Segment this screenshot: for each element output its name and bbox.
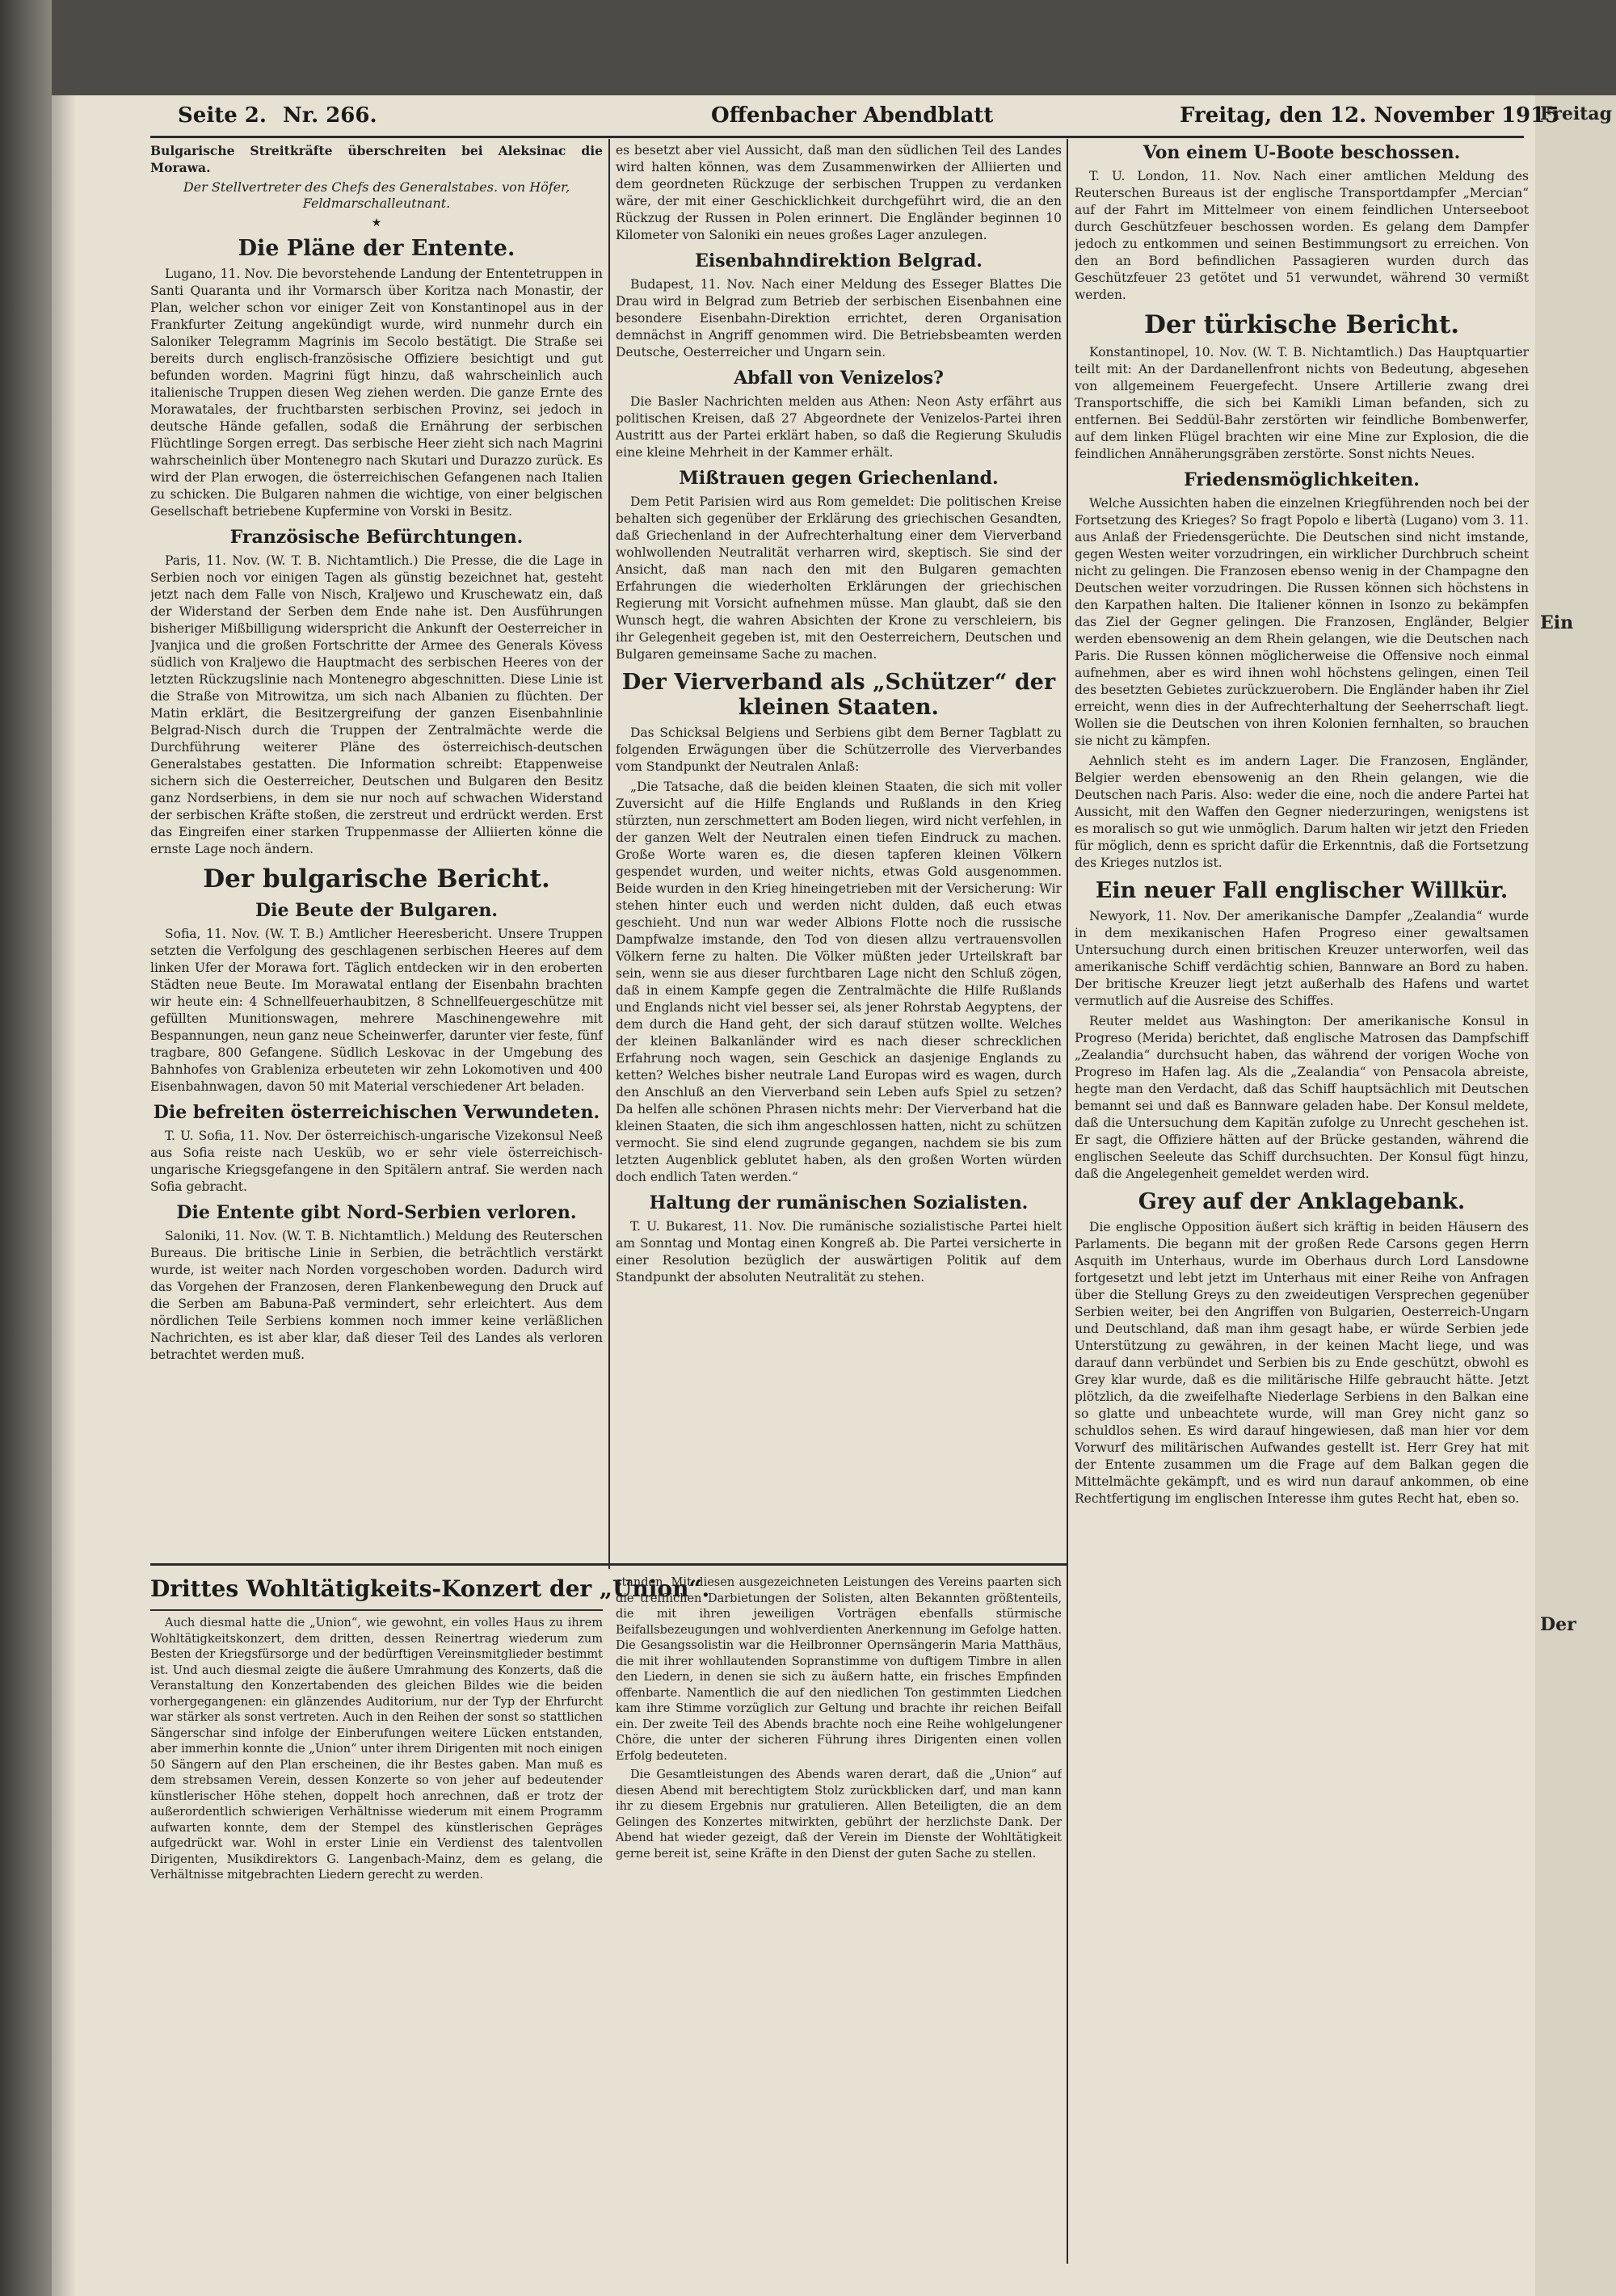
article-text: Aehnlich steht es im andern Lager. Die Franzosen, Engländer, Belgier werden ebensowenig an den Rhein gelangen, wie die Deutschen nach Paris. Also: weder die eine, noch die andere Partei hat Aussicht, mit den Waffen den Gegner niederzuringen, wenigstens ist es moralisch so gut wie unmöglich. Darum halten wir jetzt den Frieden für möglich, denn es spricht dafür die Erkenntnis, daß die Fortsetzung des Krieges nutzlos ist.: [1075, 754, 1529, 870]
article-text: Budapest, 11. Nov. Nach einer Meldung des Esseger Blattes Die Drau wird in Belgrad zum Betrieb der serbischen Eisenbahnen eine besondere Eisenbahn-Direktion errichtet, deren Organisation demnächst in Angriff genommen wird. Die Betriebsbeamten werden Deutsche, Oesterreicher und Ungarn sein.: [616, 277, 1062, 360]
article-title: Die Pläne der Entente.: [238, 236, 516, 261]
article-text: Die Gesamtleistungen des Abends waren derart, daß die „Union“ auf diesen Abend mit berechtigtem Stolz zurückblicken darf, und man kann ihr zu diesem Ergebnis nur gratulieren. Allen Beteiligten, die an dem Gelingen des Konzertes mitwirkten, gebührt der herzlichste Dank. Der Abend hat wieder gezeigt, daß der Verein im Dienste der Wohltätigkeit gerne bereit ist, seine Kräfte in den Dienst der guten Sache zu stellen.: [616, 1768, 1062, 1861]
section-rule: [150, 1563, 1067, 1566]
column-divider: [1067, 139, 1068, 2264]
article-title: Abfall von Venizelos?: [734, 368, 944, 389]
article-title: Die befreiten österreichischen Verwundeten.: [153, 1102, 600, 1123]
article-title: Grey auf der Anklagebank.: [1138, 1189, 1466, 1214]
article-title: Der türkische Bericht.: [1143, 310, 1460, 339]
article-title: Mißtrauen gegen Griechenland.: [679, 468, 999, 489]
column-2: [616, 142, 1062, 1560]
page-header: [81, 103, 1560, 136]
article-text: Die Basler Nachrichten melden aus Athen: Neon Asty erfährt aus politischen Kreisen, daß 27 Abgeordnete der Venizelos-Partei ihren Austritt aus der Partei erklärt haben, so daß die Regierung Skuludis eine kleine Mehrheit in der Kammer erhält.: [616, 394, 1062, 460]
book-binding-edge: [0, 0, 52, 2296]
article-text: Sofia, 11. Nov. (W. T. B.) Amtlicher Heeresbericht. Unsere Truppen setzten die Verfolgung des geschlagenen serbischen Heeres auf dem linken Ufer der Morawa fort. Täglich entdecken wir in den eroberten Städten neue Beute. Im Morawatal entlang der Eisenbahn brachten wir heute ein: 4 Schnellfeuerhaubitzen, 8 Schnellfeuergeschütze mit gefüllten Munitionswagen, mehrere Maschinengewehre mit Bespannungen, neun ganz neue Scheinwerfer, darunter vier feste, fünf tragbare, 800 Gefangene. Südlich Leskovac in der Umgebung des Bahnhofes von Grableniza erbeuteten wir zehn Lokomotiven und 400 Eisenbahnwagen, davon 50 mit Material verschiedener Art beladen.: [150, 927, 603, 1094]
column-divider: [608, 139, 610, 1569]
article-text: Lugano, 11. Nov. Die bevorstehende Landung der Ententetruppen in Santi Quaranta und ihr Vormarsch über Koritza nach Monastir, der Plan, welcher schon vor einiger Zeit von Konstantinopel aus in der Frankfurter Zeitung angekündigt wurde, wird nunmehr durch ein Saloniker Telegramm Magrinis im Secolo bestätigt. Die Straße sei bereits durch englisch-französische Offiziere besichtigt und gut befunden worden. Magrini fügt hinzu, daß wahrscheinlich auch italienische Truppen diesen Weg ziehen werden. Die ganze Ernte des Morawatales, der fruchtbarsten serbischen Provinz, sei jedoch in deutsche Hände gefallen, sodaß die Ernährung der serbischen Flüchtlinge Sorgen erregt. Das serbische Heer zieht sich nach Magrini wahrscheinlich über Montenegro nach Skutari und Durazzo zurück. Es wird der Plan erwogen, die österreichischen Gefangenen nach Italien zu schicken. Die Bulgaren nahmen die wichtige, von einer belgischen Gesellschaft betriebene Kupfermine von Vorski in Besitz.: [150, 267, 603, 519]
page-number: Seite 2.: [178, 103, 267, 128]
article-title: Der bulgarische Bericht.: [203, 864, 550, 894]
article-title: Haltung der rumänischen Sozialisten.: [649, 1192, 1029, 1213]
separator-star: ★: [371, 217, 382, 229]
adjacent-page-text: Ein: [1540, 612, 1574, 633]
article-title: Ein neuer Fall englischer Willkür.: [1095, 878, 1509, 903]
adjacent-page-text: Der: [1540, 1614, 1576, 1635]
signature: Der Stellvertreter des Chefs des Generalstabes. von Höfer, Feldmarschalleutnant.: [183, 179, 570, 211]
article-text: Welche Aussichten haben die einzelnen Kriegführenden noch bei der Fortsetzung des Krieges? So fragt Popolo e libertà (Lugano) vom 3. 11. aus Anlaß der Friedensgerüchte. Die Deutschen sind nicht imstande, gegen Westen weiter vorzudringen, ein wirklicher Durchbruch scheint nicht zu gelingen. Die Franzosen ebenso wenig in der Champagne den Deutschen weiter vorzudringen. Die Russen können sich höchstens in den Karpathen halten. Die Italiener können in Isonzo zu bekämpfen das Ziel der Gegner gelingen. Die Franzosen, Engländer, Belgier werden ebensowenig an dem Rhein gelangen, wie die Deutschen nach Paris. Die Russen können möglicherweise die Offensive noch einmal aufnehmen, aber es wird ihnen wohl höchstens gelingen, einen Teil des besetzten Gebietes zurückzuerobern. Die Engländer haben ihr Ziel erreicht, wenn dies in der Aufrechterhaltung der Seeherrschaft liegt. Wollen sie die Deutschen von ihren Kolonien fernhalten, so brauchen sie nicht zu kämpfen.: [1075, 496, 1529, 748]
article-text: Saloniki, 11. Nov. (W. T. B. Nichtamtlich.) Meldung des Reuterschen Bureaus. Die britische Linie in Serbien, die beträchtlich verstärkt wurde, ist weiter nach Norden vorgeschoben worden. Dadurch wird das Vorgehen der Franzosen, deren Flankenbewegung den Druck auf die Serben am Babuna-Paß vermindert, sehr erleichtert. Aus dem nördlichen Teile Serbiens kommen noch immer keine verläßlichen Nachrichten, es ist aber klar, daß dieser Teil des Landes als verloren betrachtet werden muß.: [150, 1229, 603, 1362]
article-text: Konstantinopel, 10. Nov. (W. T. B. Nichtamtlich.) Das Hauptquartier teilt mit: An der Dardanellenfront nichts von Bedeutung, abgesehen von allgemeinem Feuergefecht. Unsere Artillerie zwang drei Transportschiffe, die sich bei Kamikli Liman befanden, sich zu entfernen. Bei Seddül-Bahr zerstörten wir feindliche Bombenwerfer, auf dem linken Flügel brachten wir eine Mine zur Explosion, die die feindlichen Annäherungsgräben zerstörte. Sonst nichts Neues.: [1075, 345, 1529, 461]
concert-column-left: [150, 1616, 603, 2278]
adjacent-page-text: Freitag: [1540, 103, 1612, 124]
article-text: Paris, 11. Nov. (W. T. B. Nichtamtlich.) Die Presse, die die Lage in Serbien noch vor einigen Tagen als günstig bezeichnet hat, gesteht jetzt nach dem Falle von Nisch, Kraljewo und Kruschewatz ein, daß der Widerstand der Serben dem Ende nahe ist. Den Ausführungen bisheriger Mißbilligung widerspricht die Ankunft der Oesterreicher in Jvanjica und die großen Fortschritte der Armee des Generals Kövess südlich von Kraljewo die Hauptmacht des serbischen Heeres von der letzten Rückzugslinie nach Montenegro abgeschnitten. Diese Linie ist die Straße von Mitrowitza, um sich nach Albanien zu flüchten. Der Matin erklärt, die Besitzergreifung der ganzen Eisenbahnlinie Belgrad-Nisch durch die Truppen der Zentralmächte werde die Durchführung weiterer Pläne des österreichisch-deutschen Generalstabes gestatten. Die Information schreibt: Etappenweise sichern sich die Oesterreicher, Deutschen und Bulgaren den Besitz ganz Nordserbiens, in dem sie nur noch auf schwachen Widerstand der serbischen Kräfte stoßen, die zerstreut und erdrückt werden. Erst das Eingreifen einer starken Truppenmasse der Alliierten könne die ernste Lage noch ändern.: [150, 553, 603, 856]
article-title: Französische Befürchtungen.: [229, 527, 524, 548]
article-text: Auch diesmal hatte die „Union“, wie gewohnt, ein volles Haus zu ihrem Wohltätigkeitskonzert, dem dritten, dessen Reinertrag wiederum zum Besten der Kriegsfürsorge und der bedürftigen Vereinsmitglieder bestimmt ist. Und auch diesmal zeigte die äußere Umrahmung des Konzerts, daß die Veranstaltung den Konzertabenden des gleichen Bildes wie die beiden vorhergegangenen: ein glänzendes Auditorium, nur der Typ der Ehrfurcht war stärker als sonst vertreten. Auch in den Reihen der sonst so stattlichen Sängerschar sind infolge der Einberufungen weitere Lücken entstanden, aber immerhin konnte die „Union“ unter ihrem Dirigenten mit noch einigen 50 Sängern auf den Plan erscheinen, die ihr Bestes gaben. Man muß es dem strebsamen Verein, dessen Konzerte so von jeher auf bedeutender künstlerischer Höhe stehen, doppelt hoch anrechnen, daß er trotz der außerordentlich schwierigen Verhältnisse wiederum mit einem Programm aufwarten konnte, dem der Stempel des künstlerischen Gepräges aufgedrückt war. Wohl in erster Linie ein Verdienst des talentvollen Dirigenten, Musikdirektors G. Langenbach-Mainz, dem es gelang, die Verhältnisse mitgebrachten Liedern gerecht zu werden.: [150, 1617, 603, 1882]
article-text: Die englische Opposition äußert sich kräftig in beiden Häusern des Parlaments. Die begann mit der großen Rede Carsons gegen Herrn Asquith im Unterhaus, wurde im Oberhaus durch Lord Lansdowne fortgesetzt und lebt jetzt im Unterhaus mit einer Reihe von Anfragen über die Stellung Greys zu den zweideutigen Versprechen gegenüber Serbien weiter, bei den Angriffen von Bulgarien, Oesterreich-Ungarn und Deutschland, daß man ihm gesagt habe, er würde Serbien jede Unterstützung zu gewähren, in der keinen Macht liege, und was darauf dann verbündet und Serbien bis zu Ende geschützt, obwohl es Grey klar wurde, daß es die militärische Hilfe gebraucht hätte. Jetzt plötzlich, da die zweifelhafte Niederlage Serbiens in den Balkan eine so glatte und unbeachtete wurde, will man Grey nicht ganz so schuldlos sehen. Es wird darauf hingewiesen, daß man hier vor dem Vorwurf des militärischen Aufwandes gestellt ist. Herr Grey hat mit der Entente zusammen um die Frage auf dem Balkan gegen die Mittelmächte gekämpft, und es wird nun darauf ankommen, ob eine Rechtfertigung im englischen Interesse ihm gutes Recht hat, eben so.: [1075, 1220, 1529, 1506]
newspaper-name: Offenbacher Abendblatt: [711, 103, 994, 128]
article-text: es besetzt aber viel Aussicht, daß man den südlichen Teil des Landes wird halten können, was dem Zusammenwirken der Alliierten und dem geordneten Rückzuge der serbischen Truppen zu verdanken wäre, der mit einer Geschicklichkeit durchgeführt wird, die an den Rückzug der Russen in Polen erinnert. Die Engländer beginnen 10 Kilometer von Saloniki ein neues großes Lager anzulegen.: [616, 143, 1062, 242]
article-subtitle: Die Beute der Bulgaren.: [255, 900, 498, 921]
concert-column-right: [616, 1575, 1062, 2278]
issue-number: Nr. 266.: [283, 103, 377, 128]
article-text: T. U. Sofia, 11. Nov. Der österreichisch-ungarische Vizekonsul Neeß aus Sofia reiste nach Uesküb, wo er sehr viele österreichisch-ungarische Kriegsgefangene in den Spitälern antraf. Sie werden nach Sofia gebracht.: [150, 1129, 603, 1194]
issue-date: Freitag, den 12. November 1915: [1180, 103, 1560, 128]
article-text: Newyork, 11. Nov. Der amerikanische Dampfer „Zealandia“ wurde in dem mexikanischen Hafen Progreso einer gewaltsamen Untersuchung durch einen britischen Kreuzer unterworfen, weil das amerikanische Schiff verdächtig schien, Bannware an Bord zu haben. Der britische Kreuzer liegt jetzt außerhalb des Hafens und wartet vermutlich auf die Ausreise des Schiffes.: [1075, 909, 1529, 1008]
article-title: Der Vierverband als „Schützer“ der kleinen Staaten.: [621, 670, 1056, 720]
adjacent-page-strip: [1535, 95, 1616, 2296]
column-1: [150, 142, 603, 1560]
scan-top-border: [0, 0, 1616, 95]
article-title: Friedensmöglichkeiten.: [1184, 469, 1420, 490]
article-title: Von einem U-Boote beschossen.: [1143, 142, 1461, 163]
article-text: Reuter meldet aus Washington: Der amerikanische Konsul in Progreso (Merida) berichtet, daß englische Matrosen das Dampfschiff „Zealandia“ durchsucht haben, das während der vorigen Woche von Progreso im Hafen lag. Als die „Zealandia“ von Pensacola abreiste, hegte man den Verdacht, daß das Schiff hauptsächlich mit Deutschen bemannt sei und daß es Bannware geladen habe. Der Konsul meldete, daß die Untersuchung dem Kapitän zufolge zu Unrecht geschehen ist. Er sagt, die Offiziere hätten auf der Brücke gestanden, während die englischen Seeleute das Schiff durchsuchten. Der Konsul fügt hinzu, daß die Angelegenheit gemeldet werden wird.: [1075, 1014, 1529, 1181]
column-3: [1075, 142, 1529, 2275]
article-text: Das Schicksal Belgiens und Serbiens gibt dem Berner Tagblatt zu folgenden Erwägungen über die Schützerrolle des Vierverbandes vom Standpunkt der Neutralen Anlaß:: [616, 725, 1062, 774]
article-text: T. U. Bukarest, 11. Nov. Die rumänische sozialistische Partei hielt am Sonntag und Montag einen Kongreß ab. Die Partei versicherte in einer Resolution bezüglich der auswärtigen Politik auf dem Standpunkt der absoluten Neutralität zu stehen.: [616, 1219, 1062, 1285]
article-title: Die Entente gibt Nord-Serbien verloren.: [176, 1202, 577, 1223]
article-text: T. U. London, 11. Nov. Nach einer amtlichen Meldung des Reuterschen Bureaus ist der englische Transportdampfer „Mercian“ auf der Fahrt im Mittelmeer von einem feindlichen Unterseeboot durch Geschützfeuer beschossen worden. Es gelang dem Dampfer jedoch zu entkommen und seinen Bestimmungsort zu erreichen. Von den an Bord befindlichen Passagieren wurden durch das Geschützfeuer 23 getötet und 51 verwundet, während 30 vermißt werden.: [1075, 169, 1529, 302]
article-text: „Die Tatsache, daß die beiden kleinen Staaten, die sich mit voller Zuversicht auf die Hilfe Englands und Rußlands in den Krieg stürzten, nun zerschmettert am Boden liegen, wird nicht verfehlen, in der ganzen Welt der Neutralen einen tiefen Eindruck zu machen. Große Worte waren es, die diesen tapferen kleinen Völkern gespendet wurden, und weiter nichts, etwas Gold ausgenommen. Beide wurden in den Krieg hineingetrieben mit der Versicherung: Wir stehen hinter euch und werden nicht dulden, daß euch etwas geschieht. Und nun war weder Albions Flotte noch die russische Dampfwalze imstande, den Tod von diesen allzu vertrauensvollen Völkern ferne zu halten. Die Völker müßten jeder Urteilskraft bar sein, wenn sie aus dieser furchtbaren Lage nicht den Schluß zögen, daß in einem Kampfe gegen die Zentralmächte die Hilfe Rußlands und Englands nicht viel besser sei, als jener Rohrstab Aegyptens, der dem durch die Hand geht, der sich darauf stützen wollte. Welches der kleinen Balkanländer wird es nach dieser schrecklichen Erfahrung noch wagen, sein Geschick an dasjenige Englands zu ketten? Welches bisher neutrale Land Europas wird es wagen, durch den Anschluß an den Vierverband sein Leben aufs Spiel zu setzen? Da helfen alle schönen Phrasen nichts mehr: Der Vierverband hat die kleinen Staaten, die sich ihm angeschlossen hatten, nicht zu schützen vermocht. Sie sind elend zugrunde gegangen, nachdem sie bis zum letzten Augenblick geblutet haben, als den großen Worten würden doch endlich Taten werden.“: [616, 780, 1062, 1184]
article-title: Eisenbahndirektion Belgrad.: [695, 250, 983, 271]
concert-article-title: Drittes Wohltätigkeits-Konzert der „Union“.: [150, 1575, 710, 1602]
article-text: Dem Petit Parisien wird aus Rom gemeldet: Die politischen Kreise behalten sich gegenüber der Erklärung des griechischen Gesandten, daß Griechenland in der Aufrechterhaltung einer dem Vierverband wohlwollenden Neutralität verharren wird, skeptisch. Sie sind der Ansicht, daß man nach den mit den Bulgaren gemachten Erfahrungen die wiederholten Erklärungen der griechischen Regierung mit Vorsicht aufnehmen müsse. Man glaubt, daß sie den Wunsch hegt, die wahren Absichten der Krone zu verschleiern, bis ihr Gelegenheit gegeben ist, mit den Oesterreichern, Deutschen und Bulgaren gemeinsame Sache zu machen.: [616, 494, 1062, 662]
intro-line: Bulgarische Streitkräfte überschreiten bei Aleksinac die Morawa.: [150, 143, 603, 175]
title-rule: [150, 1609, 603, 1611]
page-shadow: [52, 95, 76, 2296]
article-text: standen. Mit diesen ausgezeichneten Leistungen des Vereins paarten sich die trefflichen Darbietungen der Solisten, alten Bekannten größtenteils, die mit ihren jeweiligen Vorträgen ebenfalls stürmische Beifallsbezeugungen und wohlverdienten Anerkennung im Gefolge hatten. Die Gesangssolistin war die Heilbronner Opernsängerin Maria Matthäus, die mit ihrer wohllautenden Sopranstimme von duftigem Timbre in allen den Liedern, in denen sie sich zu äußern hatte, ein frisches Empfinden offenbarte. Namentlich die auf den niedlichen Ton gestimmten Liedchen kam ihre Stimme vorzüglich zur Geltung und brachte ihr reichen Beifall ein. Der zweite Teil des Abends brachte noch eine Reihe wohlgelungener Chöre, die unter der sicheren Führung ihres Dirigenten einen vollen Erfolg bedeuteten.: [616, 1576, 1062, 1763]
header-rule: [150, 136, 1524, 138]
